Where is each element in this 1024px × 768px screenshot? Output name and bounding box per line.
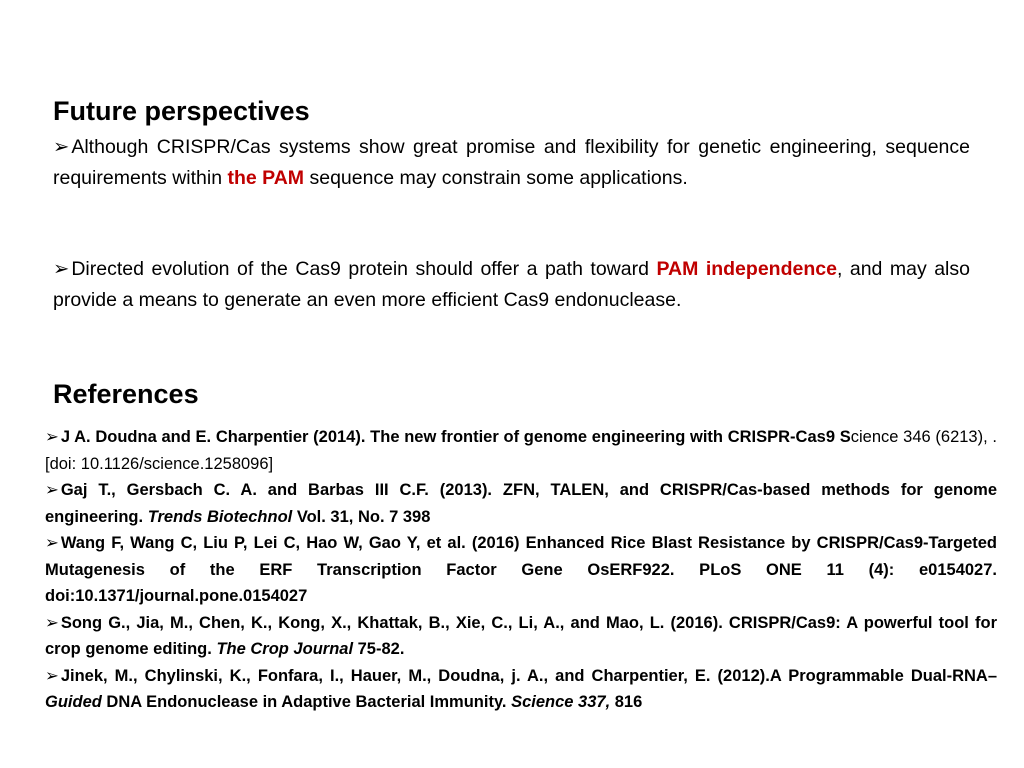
reference-journal: The Crop Journal: [216, 640, 354, 658]
highlight-the-pam: the PAM: [227, 167, 305, 189]
bullet-text: Directed evolution of the Cas9 protein should offer a path toward: [71, 258, 657, 280]
bullet-text: , and may also provide a means to generate an even more efficient Cas9 endonuclease.: [53, 258, 970, 311]
reference-journal: Science 337,: [511, 693, 611, 711]
arrow-bullet-icon: ➢: [45, 666, 59, 685]
future-bullet-pam-constraint: [53, 132, 970, 194]
reference-item-jinek: [45, 663, 997, 716]
arrow-bullet-icon: ➢: [53, 258, 70, 280]
bullet-text: Although CRISPR/Cas systems show great promise and flexibility for genetic engineering, sequence requirements within: [53, 136, 970, 189]
reference-item-wang: [45, 530, 997, 610]
reference-text: J A. Doudna and E. Charpentier (2014). The new frontier of genome engineering with CRISPR-Cas9 S: [60, 428, 851, 446]
future-bullet-directed-evolution: [53, 254, 970, 316]
arrow-bullet-icon: ➢: [45, 428, 59, 446]
reference-text: DNA Endonuclease in Adaptive Bacterial Immunity.: [101, 693, 512, 711]
references-list: [45, 424, 997, 716]
reference-text: cience: [850, 428, 899, 446]
reference-text: 816: [610, 693, 643, 711]
reference-item-gaj: [45, 477, 997, 530]
reference-text: Jinek, M., Chylinski, K., Fonfara, I., Hauer, M., Doudna, j. A., and Charpentier, E. (2012).A Programmable Dual-RNA–: [60, 666, 997, 685]
reference-text: Vol. 31, No. 7 398: [292, 507, 431, 526]
reference-text: Gaj T., Gersbach C. A. and Barbas III C.F. (2013). ZFN, TALEN, and CRISPR/Cas-based methods for genome engineering.: [45, 481, 997, 526]
reference-text: Song G., Jia, M., Chen, K., Kong, X., Khattak, B., Xie, C., Li, A., and Mao, L. (2016). CRISPR/Cas9: A powerful tool for crop genome editing.: [45, 613, 997, 658]
reference-text: Guided: [45, 693, 102, 711]
arrow-bullet-icon: ➢: [45, 613, 59, 632]
reference-text: 346 (6213), . [doi: 10.1126/science.1258096]: [45, 428, 997, 473]
reference-journal: Trends Biotechnol: [147, 507, 293, 526]
arrow-bullet-icon: ➢: [45, 534, 59, 552]
arrow-bullet-icon: ➢: [53, 136, 70, 158]
future-perspectives-heading: Future perspectives: [53, 96, 310, 126]
reference-text: 75-82.: [353, 640, 405, 658]
reference-text: Wang F, Wang C, Liu P, Lei C, Hao W, Gao Y, et al. (2016) Enhanced Rice Blast Resistance by CRISPR/Cas9-Targeted Mutagenesis of the ERF Transcription Factor Gene OsERF922. PLoS ONE 11 (4): e0154027. doi:10.1371/journal.pone.0154027: [45, 534, 997, 605]
reference-item-song: [45, 610, 997, 663]
references-heading: References: [53, 379, 199, 409]
bullet-text: sequence may constrain some applications.: [304, 167, 688, 189]
highlight-pam-independence: PAM independence: [656, 258, 837, 280]
reference-item-doudna: [45, 424, 997, 477]
arrow-bullet-icon: ➢: [45, 481, 59, 499]
